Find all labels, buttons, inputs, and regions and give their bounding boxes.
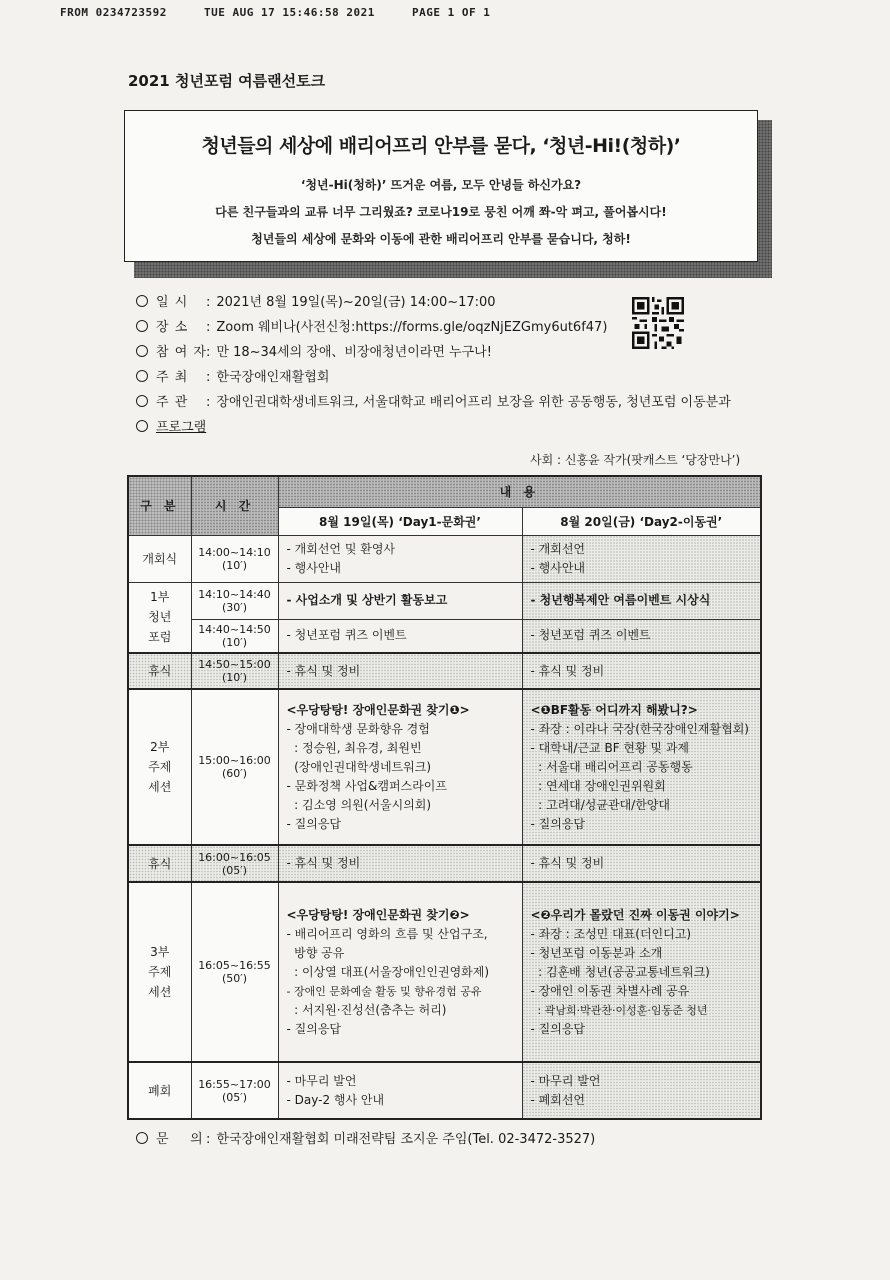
category-line: 주제 bbox=[148, 965, 172, 979]
content-line: - 장애인 이동권 차별사례 공유 bbox=[530, 983, 690, 998]
content-line: - 청년행복제안 여름이벤트 시상식 bbox=[530, 593, 711, 607]
content-line: - 청년포럼 퀴즈 이벤트 bbox=[530, 628, 651, 643]
category-cell: 휴식 bbox=[128, 845, 191, 882]
content-line: - 대학내/근교 BF 현황 및 과제 bbox=[530, 740, 690, 755]
banner-line: 청년들의 세상에 문화와 이동에 관한 배리어프리 안부를 묻습니다, 청하! bbox=[251, 232, 631, 246]
time-range: 14:00~14:10 bbox=[198, 545, 271, 559]
category-cell bbox=[128, 882, 191, 1062]
header-day2: 8월 20일(금) ‘Day2-이동권’ bbox=[522, 507, 761, 535]
info-row-place: 장 소 : Zoom 웨비나(사전신청:https://forms.gle/oqzNjEZGmy6ut6f47) bbox=[136, 318, 776, 343]
category-cell bbox=[128, 582, 191, 653]
circle-bullet-icon bbox=[136, 345, 148, 357]
time-range: 16:00~16:05 bbox=[198, 850, 271, 864]
banner bbox=[124, 110, 758, 262]
time-duration: (50′) bbox=[221, 972, 248, 985]
schedule-table bbox=[127, 475, 762, 1120]
time-cell bbox=[191, 689, 278, 845]
fax-datetime: TUE AUG 17 15:46:58 2021 bbox=[203, 6, 375, 19]
content-line: (장애인권대학생네트워크) bbox=[286, 759, 432, 774]
content-line: - 장애대학생 문화향유 경험 bbox=[286, 721, 430, 736]
content-line: : 김훈배 청년(공공교통네트워크) bbox=[530, 964, 710, 979]
circle-bullet-icon bbox=[136, 1132, 148, 1144]
day1-cell bbox=[278, 653, 522, 689]
content-line: : 이상열 대표(서울장애인인권영화제) bbox=[286, 964, 490, 979]
time-cell bbox=[191, 1062, 278, 1119]
time-duration: (30′) bbox=[221, 600, 248, 614]
time-range: 14:40~14:50 bbox=[198, 622, 271, 636]
table-row bbox=[128, 689, 761, 845]
info-label: 주 관 bbox=[156, 395, 189, 410]
content-line: - 질의응답 bbox=[286, 816, 342, 831]
category-line: 1부 bbox=[150, 590, 170, 605]
time-range: 14:10~14:40 bbox=[198, 587, 271, 601]
day1-cell bbox=[278, 619, 522, 653]
content-line: - 휴식 및 정비 bbox=[286, 856, 361, 870]
category-cell: 휴식 bbox=[128, 653, 191, 689]
info-label: 문 의 bbox=[156, 1132, 204, 1147]
session-title: <❶BF활동 어디까지 해봤니?> bbox=[530, 702, 698, 717]
content-line: : 곽남희·박관찬·이성훈·임동준 청년 bbox=[530, 1003, 708, 1017]
day2-cell bbox=[522, 582, 761, 619]
info-value: Zoom 웨비나(사전신청:https://forms.gle/oqzNjEZGmy6ut6f47) bbox=[216, 320, 608, 335]
day1-cell bbox=[278, 845, 522, 882]
info-row-organizer: 주 관 : 장애인권대학생네트워크, 서울대학교 배리어프리 보장을 위한 공동행동, 청년포럼 이동분과 bbox=[136, 393, 776, 418]
content-line: - 장애인 문화예술 활동 및 향유경험 공유 bbox=[286, 984, 482, 998]
time-duration: (10′) bbox=[221, 635, 248, 649]
content-line: - 마무리 발언 bbox=[530, 1073, 601, 1088]
content-line: - 청년포럼 퀴즈 이벤트 bbox=[286, 628, 407, 643]
qr-code-icon bbox=[632, 297, 684, 349]
content-line: : 정승원, 최유경, 최원빈 bbox=[286, 740, 422, 755]
time-range: 14:50~15:00 bbox=[198, 658, 271, 671]
time-cell bbox=[191, 653, 278, 689]
content-line: - 행사안내 bbox=[530, 560, 586, 575]
header-category: 구 분 bbox=[128, 476, 191, 535]
content-line: : 연세대 장애인권위원회 bbox=[530, 778, 666, 793]
time-duration: (05′) bbox=[221, 1090, 248, 1104]
info-value: 한국장애인재활협회 bbox=[216, 370, 330, 385]
content-line: : 서지원·진성선(춤추는 허리) bbox=[286, 1002, 447, 1017]
info-row-date: 일 시 : 2021년 8월 19일(목)~20일(금) 14:00~17:00 bbox=[136, 293, 776, 318]
category-line: 세션 bbox=[148, 985, 172, 999]
time-cell bbox=[191, 582, 278, 619]
content-line: - 행사안내 bbox=[286, 560, 342, 575]
content-line: - 문화정책 사업&캠퍼스라이프 bbox=[286, 778, 447, 793]
info-label: 주 최 bbox=[156, 370, 189, 385]
content-line: - 질의응답 bbox=[530, 816, 586, 831]
category-line: 포럼 bbox=[148, 630, 172, 645]
table-row bbox=[128, 845, 761, 882]
content-line: - 좌장 : 이라나 국장(한국장애인재활협회) bbox=[530, 721, 749, 736]
info-value: 장애인권대학생네트워크, 서울대학교 배리어프리 보장을 위한 공동행동, 청년포럼 이동분과 bbox=[216, 395, 731, 410]
time-cell bbox=[191, 535, 278, 582]
day1-cell bbox=[278, 535, 522, 582]
table-row bbox=[128, 653, 761, 689]
time-range: 16:55~17:00 bbox=[198, 1077, 271, 1091]
circle-bullet-icon bbox=[136, 395, 148, 407]
time-cell bbox=[191, 882, 278, 1062]
time-duration: (10′) bbox=[221, 558, 248, 572]
category-line: 3부 bbox=[150, 945, 170, 959]
content-line: - 배리어프리 영화의 흐름 및 산업구조, bbox=[286, 926, 488, 941]
content-line: - 개회선언 bbox=[530, 541, 586, 556]
day2-cell bbox=[522, 653, 761, 689]
category-cell: 개회식 bbox=[128, 535, 191, 582]
table-row bbox=[128, 1062, 761, 1119]
header-time: 시 간 bbox=[191, 476, 278, 535]
content-line: : 김소영 의원(서울시의회) bbox=[286, 797, 432, 812]
content-line: : 고려대/성균관대/한양대 bbox=[530, 797, 670, 812]
day2-cell bbox=[522, 619, 761, 653]
session-title: <우당탕탕! 장애인문화권 찾기❶> bbox=[286, 702, 470, 717]
content-line: - 마무리 발언 bbox=[286, 1073, 357, 1088]
content-line: - 질의응답 bbox=[530, 1021, 586, 1036]
content-line: - 휴식 및 정비 bbox=[530, 856, 605, 870]
content-line: - 좌장 : 조성민 대표(더인디고) bbox=[530, 926, 692, 941]
program-label: 프로그램 bbox=[156, 420, 207, 435]
day2-cell bbox=[522, 689, 761, 845]
content-line: - 질의응답 bbox=[286, 1021, 342, 1036]
time-duration: (10′) bbox=[221, 671, 248, 684]
session-title: <우당탕탕! 장애인문화권 찾기❷> bbox=[286, 907, 470, 922]
category-cell: 폐회 bbox=[128, 1062, 191, 1119]
doc-label: 2021 청년포럼 여름랜선토크 bbox=[128, 72, 326, 90]
header-content: 내 용 bbox=[278, 476, 761, 507]
circle-bullet-icon bbox=[136, 295, 148, 307]
inquiry-row: 문 의 : 한국장애인재활협회 미래전략팀 조지운 주임(Tel. 02-3472-3527) bbox=[136, 1128, 595, 1147]
day2-cell bbox=[522, 845, 761, 882]
table-row bbox=[128, 582, 761, 619]
category-line: 세션 bbox=[148, 780, 172, 794]
day1-cell bbox=[278, 582, 522, 619]
category-line: 주제 bbox=[148, 760, 172, 774]
table-header-row bbox=[128, 476, 761, 507]
info-label: 장 소 bbox=[156, 320, 189, 335]
info-row-participants: 참 여 자: 만 18~34세의 장애、비장애청년이라면 누구나! bbox=[136, 343, 776, 368]
info-row-host: 주 최 : 한국장애인재활협회 bbox=[136, 368, 776, 393]
category-line: 청년 bbox=[148, 610, 172, 625]
content-line: 방향 공유 bbox=[286, 945, 345, 960]
time-duration: (60′) bbox=[221, 767, 248, 780]
content-line: - 사업소개 및 상반기 활동보고 bbox=[286, 593, 448, 607]
category-line: 2부 bbox=[150, 740, 170, 754]
time-range: 16:05~16:55 bbox=[198, 959, 271, 972]
day1-cell bbox=[278, 882, 522, 1062]
circle-bullet-icon bbox=[136, 370, 148, 382]
fax-header bbox=[60, 6, 520, 19]
day1-cell bbox=[278, 1062, 522, 1119]
circle-bullet-icon bbox=[136, 420, 148, 432]
day1-cell bbox=[278, 689, 522, 845]
inquiry-value: 한국장애인재활협회 미래전략팀 조지운 주임(Tel. 02-3472-3527) bbox=[216, 1132, 596, 1147]
content-line: - Day-2 행사 안내 bbox=[286, 1092, 385, 1107]
content-line: - 개회선언 및 환영사 bbox=[286, 541, 396, 556]
content-line: - 휴식 및 정비 bbox=[286, 663, 361, 678]
content-line: : 서울대 배리어프리 공동행동 bbox=[530, 759, 693, 774]
content-line: - 휴식 및 정비 bbox=[530, 663, 605, 678]
banner-title: 청년들의 세상에 배리어프리 안부를 묻다, ‘청년-Hi!(청하)’ bbox=[201, 135, 681, 157]
time-range: 15:00~16:00 bbox=[198, 754, 271, 767]
host-line: 사회 : 신홍윤 작가(팟캐스트 ‘당장만나’) bbox=[530, 453, 741, 467]
info-row-program bbox=[136, 418, 776, 443]
info-label: 일 시 bbox=[156, 295, 189, 310]
content-line: - 폐회선언 bbox=[530, 1092, 586, 1107]
table-row bbox=[128, 882, 761, 1062]
session-title: <❷우리가 몰랐던 진짜 이동권 이야기> bbox=[530, 907, 740, 922]
info-value: 만 18~34세의 장애、비장애청년이라면 누구나! bbox=[216, 345, 492, 360]
content-line: - 청년포럼 이동분과 소개 bbox=[530, 945, 663, 960]
fax-page: PAGE 1 OF 1 bbox=[412, 6, 491, 19]
circle-bullet-icon bbox=[136, 320, 148, 332]
table-row bbox=[128, 619, 761, 653]
time-cell bbox=[191, 845, 278, 882]
day2-cell bbox=[522, 535, 761, 582]
time-duration: (05′) bbox=[221, 863, 248, 877]
category-cell bbox=[128, 689, 191, 845]
info-label: 참 여 자 bbox=[156, 345, 207, 360]
header-day1: 8월 19일(목) ‘Day1-문화권’ bbox=[278, 507, 522, 535]
fax-from: FROM 0234723592 bbox=[60, 6, 167, 19]
day2-cell bbox=[522, 1062, 761, 1119]
info-value: 2021년 8월 19일(목)~20일(금) 14:00~17:00 bbox=[216, 295, 496, 310]
banner-line: 다른 친구들과의 교류 너무 그리웠죠? 코로나19로 뭉친 어깨 쫘-악 펴고, 풀어봅시다! bbox=[215, 205, 667, 219]
time-cell bbox=[191, 619, 278, 653]
day2-cell bbox=[522, 882, 761, 1062]
table-row bbox=[128, 535, 761, 582]
banner-line: ‘청년-Hi(청하)’ 뜨거운 여름, 모두 안녕들 하신가요? bbox=[300, 178, 582, 192]
